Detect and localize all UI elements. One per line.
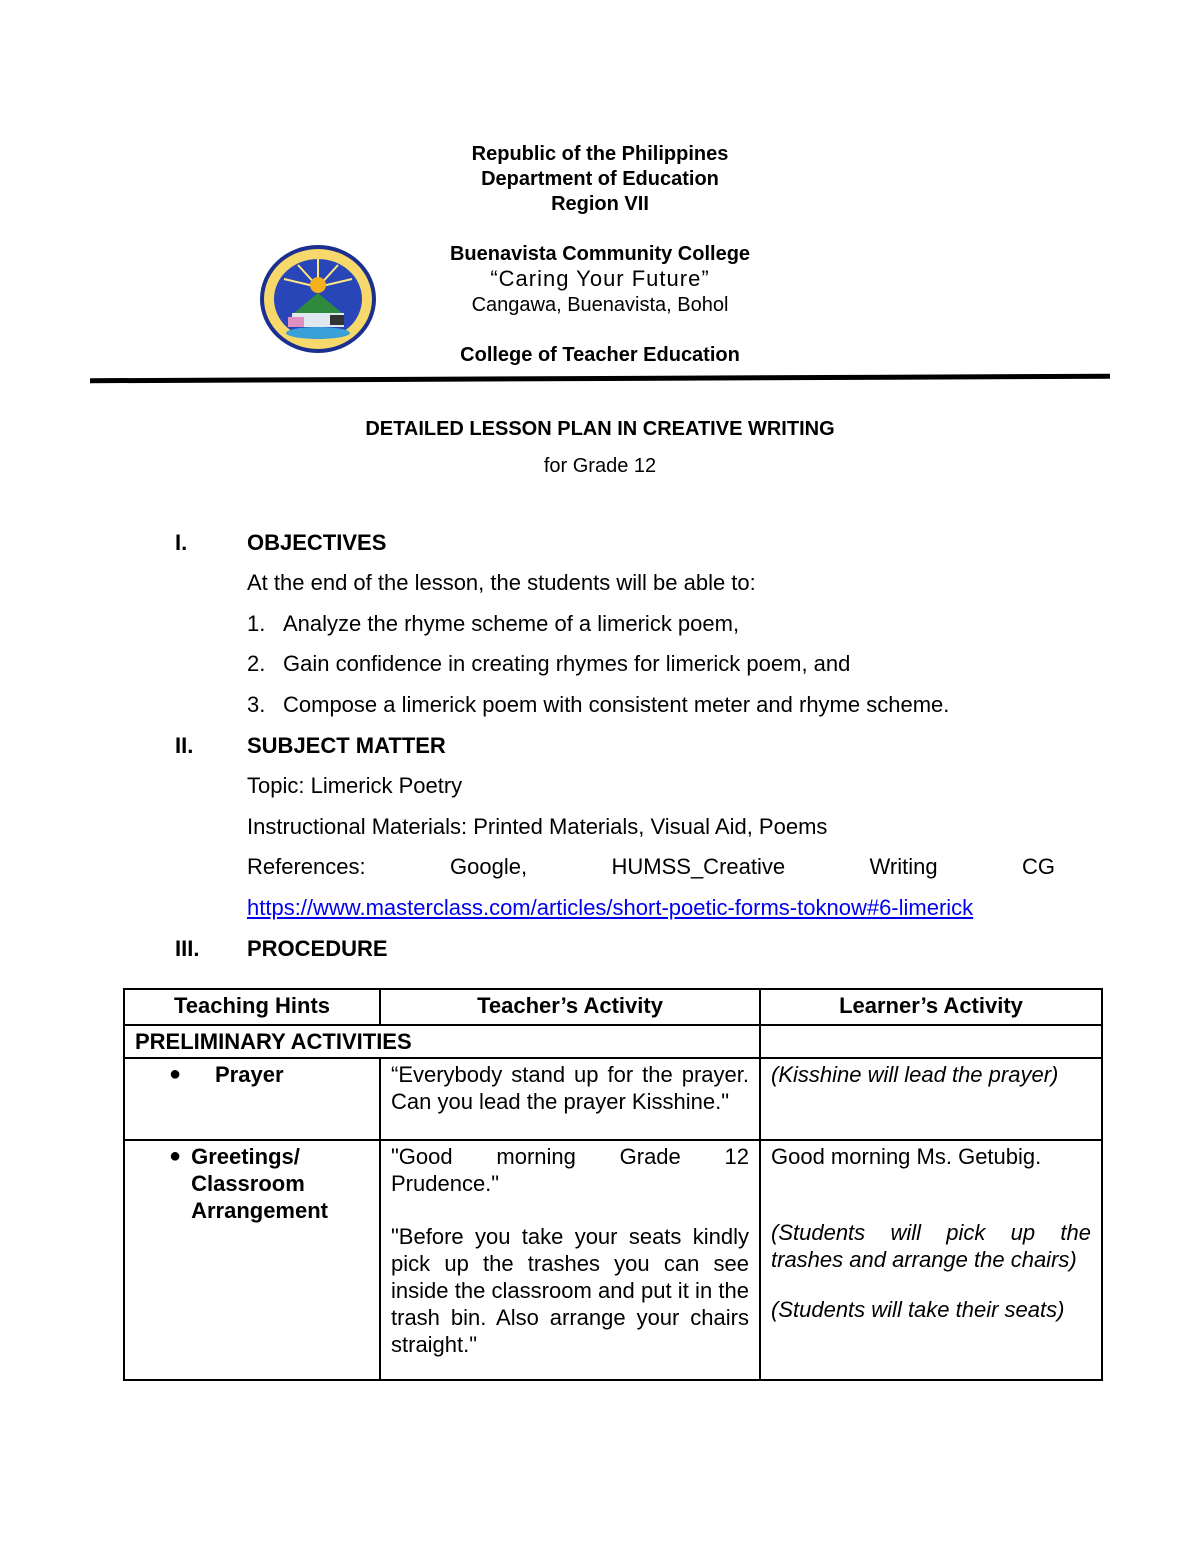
- references-word: Google,: [450, 854, 528, 879]
- objective-text: Analyze the rhyme scheme of a limerick poem,: [283, 611, 740, 636]
- references-word: References:: [247, 854, 366, 879]
- procedure-table: [123, 988, 1103, 1381]
- table-header-row: [124, 989, 1102, 1025]
- learner-activity-cell: [760, 1140, 1102, 1380]
- objectives-heading: OBJECTIVES: [247, 530, 387, 555]
- references-word: CG: [1021, 854, 1055, 879]
- learner-activity-cell: [760, 1058, 1102, 1140]
- references-word: Writing: [869, 854, 938, 879]
- learner-line: Good morning Ms. Getubig.: [771, 1144, 1042, 1169]
- column-header-teacher-activity: Teacher’s Activity: [380, 989, 760, 1025]
- header-divider: [90, 374, 1110, 383]
- objective-number: 2.: [247, 651, 266, 676]
- header-address: Cangawa, Buenavista, Bohol: [471, 294, 729, 316]
- header-region: Region VII: [551, 193, 649, 215]
- reference-link[interactable]: https://www.masterclass.com/articles/short-poetic-forms-toknow#6-limerick: [247, 895, 974, 920]
- table-row: [124, 1058, 1102, 1140]
- teacher-line: "Before you take your seats kindly pick up the trashes you can see inside the classroom and put it in the trash bin. Also arrange your chairs straight.": [391, 1224, 749, 1357]
- table-row: [124, 1140, 1102, 1380]
- empty-cell: [760, 1025, 1102, 1058]
- college-seal-logo: [258, 243, 378, 355]
- teacher-line: “Everybody stand up for the prayer. Can you lead the prayer Kisshine.": [391, 1062, 749, 1114]
- procedure-heading: PROCEDURE: [247, 936, 388, 961]
- header-motto: “Caring Your Future”: [490, 266, 710, 291]
- document-title: DETAILED LESSON PLAN IN CREATIVE WRITING: [365, 418, 835, 440]
- teaching-hint-cell: [124, 1140, 380, 1380]
- objective-text: Gain confidence in creating rhymes for limerick poem, and: [283, 651, 851, 676]
- bullet-icon: ●: [169, 1145, 182, 1167]
- teacher-activity-cell: [380, 1058, 760, 1140]
- header-department: Department of Education: [481, 168, 719, 190]
- header-republic: Republic of the Philippines: [471, 143, 729, 165]
- objectives-intro: At the end of the lesson, the students will be able to:: [247, 570, 756, 595]
- column-header-teaching-hints: Teaching Hints: [124, 989, 380, 1025]
- header-college: Buenavista Community College: [449, 243, 751, 265]
- objectives-number: I.: [175, 530, 188, 555]
- procedure-number: III.: [175, 936, 200, 961]
- teaching-hint-cell: [124, 1058, 380, 1140]
- subject-number: II.: [175, 733, 194, 758]
- header-college-department: College of Teacher Education: [460, 344, 740, 366]
- subject-heading: SUBJECT MATTER: [247, 733, 446, 758]
- objective-number: 1.: [247, 611, 266, 636]
- section-label: PRELIMINARY ACTIVITIES: [124, 1025, 760, 1058]
- learner-line: (Kisshine will lead the prayer): [771, 1062, 1059, 1087]
- teacher-activity-cell: [380, 1140, 760, 1380]
- subject-materials: Instructional Materials: Printed Materials, Visual Aid, Poems: [247, 814, 828, 839]
- subject-topic: Topic: Limerick Poetry: [247, 773, 463, 798]
- teacher-line: "Good morning Grade 12 Prudence.": [391, 1144, 749, 1196]
- document-subtitle: for Grade 12: [543, 455, 657, 477]
- column-header-learner-activity: Learner’s Activity: [760, 989, 1102, 1025]
- objective-number: 3.: [247, 692, 266, 717]
- objective-text: Compose a limerick poem with consistent meter and rhyme scheme.: [283, 692, 950, 717]
- references-word: HUMSS_Creative: [611, 854, 786, 879]
- table-section-row: [124, 1025, 1102, 1058]
- teaching-hint: Prayer: [215, 1062, 284, 1087]
- bullet-icon: ●: [169, 1063, 182, 1085]
- learner-line: (Students will take their seats): [771, 1297, 1065, 1322]
- subject-references: [247, 854, 1055, 880]
- learner-line: (Students will pick up the trashes and arrange the chairs): [771, 1220, 1091, 1272]
- teaching-hint: Greetings/ Classroom Arrangement: [191, 1144, 328, 1223]
